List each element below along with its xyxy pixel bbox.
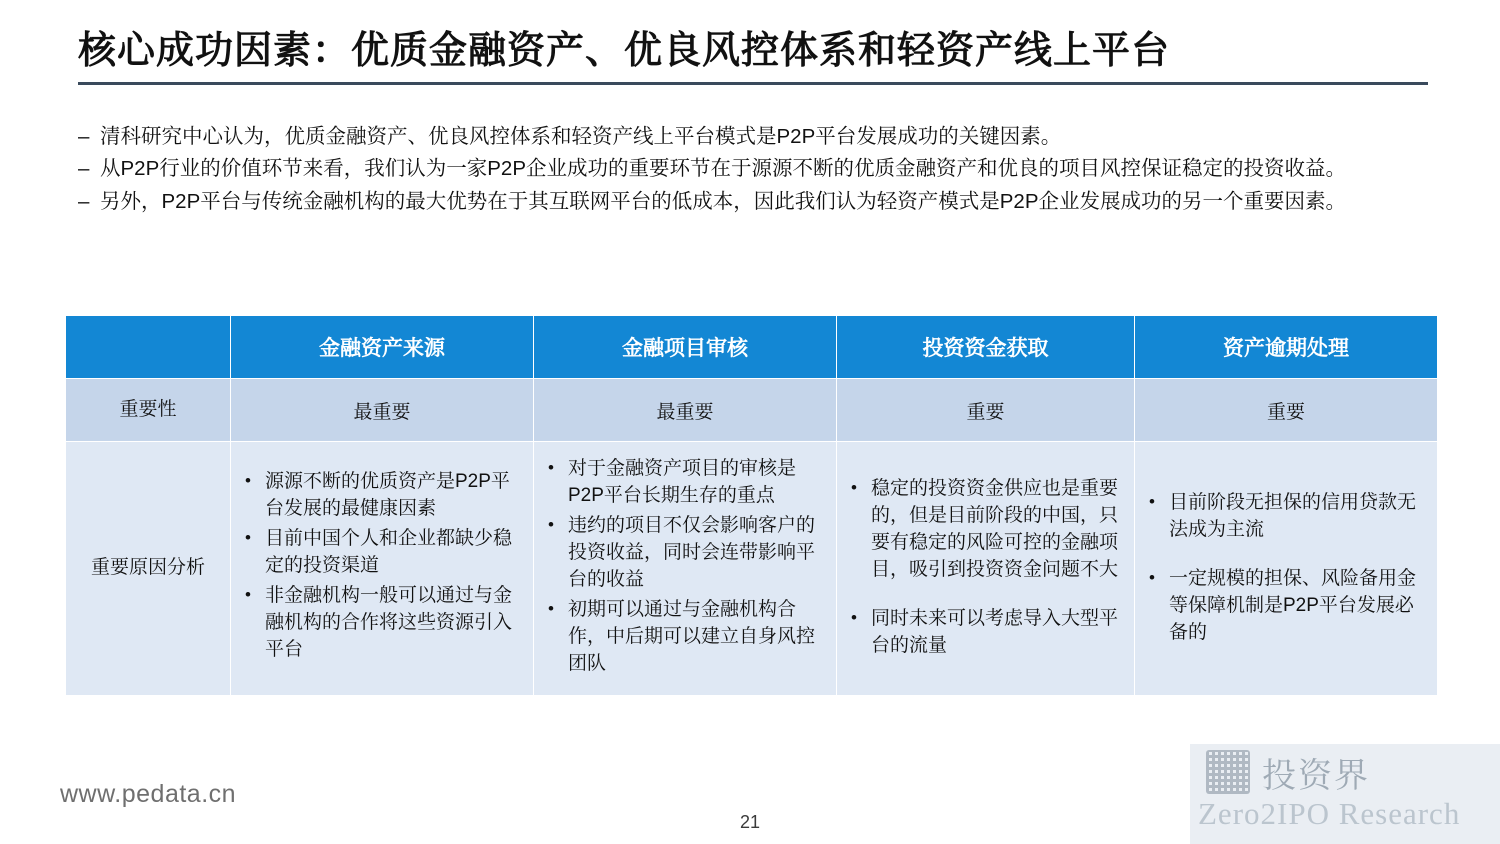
table-cell: 重要 [1135, 379, 1438, 442]
table-header-cell: 投资资金获取 [837, 316, 1135, 379]
cell-bullet-list [837, 462, 1134, 674]
table-cell: 最重要 [534, 379, 837, 442]
watermark-subtitle: Zero2IPO Research [1198, 796, 1461, 831]
table-row [66, 379, 1438, 442]
page-title: 核心成功因素：优质金融资产、优良风控体系和轻资产线上平台 [78, 30, 1171, 72]
cell-bullet: • 初期可以通过与金融机构合作，中后期可以建立自身风控团队 [568, 597, 826, 678]
table-row [66, 442, 1438, 696]
table-cell: 重要 [837, 379, 1135, 442]
table-cell [534, 442, 837, 696]
bullet-text: 清科研究中心认为，优质金融资产、优良风控体系和轻资产线上平台模式是P2P平台发展成功的关键因素。 [100, 125, 1062, 148]
cell-bullet: • 对于金融资产项目的审核是P2P平台长期生存的重点 [568, 456, 826, 510]
row-label-importance: 重要性 [66, 379, 231, 442]
watermark-title: 投资界 [1262, 756, 1370, 796]
cell-bullet-list [1135, 476, 1437, 661]
cell-bullet: • 违约的项目不仅会影响客户的投资收益，同时会连带影响平台的收益 [568, 513, 826, 594]
table-header-corner [66, 316, 231, 379]
table-header-cell: 金融项目审核 [534, 316, 837, 379]
title-block [78, 30, 1428, 85]
cell-bullet: • 目前中国个人和企业都缺少稳定的投资渠道 [265, 526, 523, 580]
watermark [1190, 744, 1500, 844]
cell-bullet-list [534, 442, 836, 695]
table-header-cell: 资产逾期处理 [1135, 316, 1438, 379]
bullet-item [78, 122, 1438, 152]
bullet-dash-icon: – [78, 125, 90, 148]
cell-bullet: • 同时未来可以考虑导入大型平台的流量 [871, 606, 1124, 660]
table-cell [1135, 442, 1438, 696]
row-label-reason: 重要原因分析 [66, 442, 231, 696]
cell-bullet: • 源源不断的优质资产是P2P平台发展的最健康因素 [265, 469, 523, 523]
cell-bullet: • 目前阶段无担保的信用贷款无法成为主流 [1169, 490, 1427, 544]
source-url: www.pedata.cn [60, 780, 237, 808]
bullet-list [78, 122, 1438, 219]
title-divider [78, 82, 1428, 85]
bullet-item [78, 154, 1438, 184]
table-header-row [66, 316, 1438, 379]
cell-bullet-list [231, 455, 533, 681]
bullet-dash-icon: – [78, 189, 90, 213]
bullet-item [78, 187, 1438, 217]
cell-bullet: • 稳定的投资资金供应也是重要的，但是目前阶段的中国，只要有稳定的风险可控的金融项目，吸引到投资资金问题不大 [871, 476, 1124, 584]
bullet-text: 另外，P2P平台与传统金融机构的最大优势在于其互联网平台的低成本，因此我们认为轻资产模式是P2P企业发展成功的另一个重要因素。 [100, 189, 1346, 213]
bullet-text: 从P2P行业的价值环节来看，我们认为一家P2P企业成功的重要环节在于源源不断的优质金融资产和优良的项目风控保证稳定的投资收益。 [100, 157, 1346, 181]
cell-bullet: • 一定规模的担保、风险备用金等保障机制是P2P平台发展必备的 [1169, 566, 1427, 647]
table-cell [837, 442, 1135, 696]
table-header-cell: 金融资产来源 [231, 316, 534, 379]
cell-bullet: • 非金融机构一般可以通过与金融机构的合作将这些资源引入平台 [265, 583, 523, 664]
page-number: 21 [739, 812, 761, 832]
factors-table [65, 315, 1438, 696]
table-cell: 最重要 [231, 379, 534, 442]
qr-code-icon [1206, 750, 1250, 794]
table-cell [231, 442, 534, 696]
bullet-dash-icon: – [78, 157, 90, 181]
